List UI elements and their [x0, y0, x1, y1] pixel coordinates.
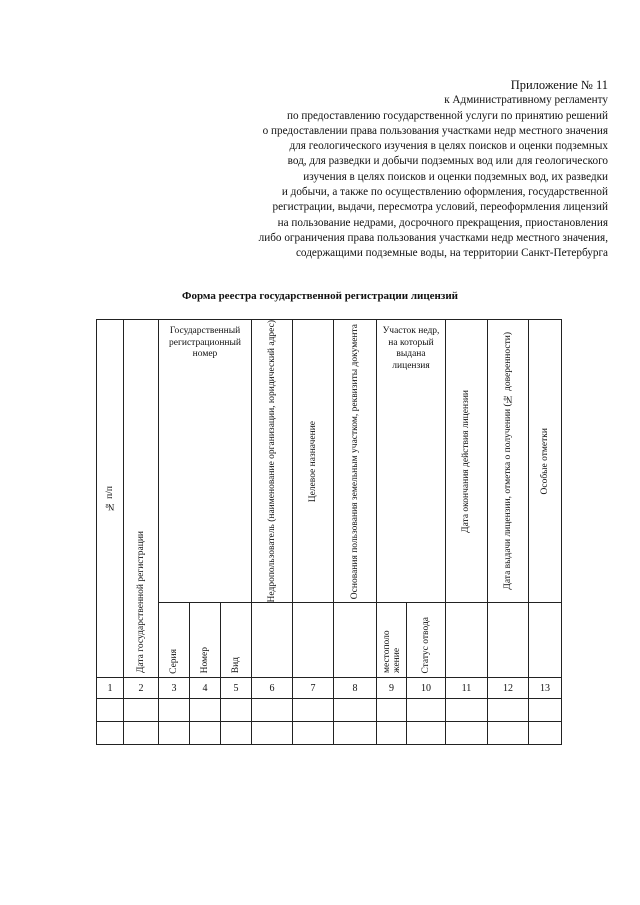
header-issue-label: Дата выдачи лицензии, отметка о получении (№ доверенности) [502, 332, 513, 591]
header-date [124, 320, 159, 678]
empty-cell [252, 699, 293, 722]
header-notes-label: Особые отметки [539, 427, 550, 495]
column-number: 9 [377, 678, 407, 699]
header-expiry [446, 320, 488, 603]
header-expiry-label: Дата окончания действия лицензии [461, 389, 471, 533]
empty-cell [377, 722, 407, 745]
header-type-label: Вид [230, 657, 241, 674]
empty-cell [97, 722, 124, 745]
header-expiry-blank [446, 603, 488, 678]
column-number: 4 [190, 678, 221, 699]
column-number: 5 [221, 678, 252, 699]
header-notes-blank [529, 603, 562, 678]
header-notes [529, 320, 562, 603]
header-date-label: Дата государственной регистрации [135, 531, 146, 674]
header-no-label: № п/п [104, 486, 115, 512]
empty-cell [334, 722, 377, 745]
appendix-line: к Административному регламенту [444, 94, 608, 107]
header-purpose [293, 320, 334, 603]
header-series [159, 603, 190, 678]
empty-cell [252, 722, 293, 745]
header-issue-blank [488, 603, 529, 678]
empty-cell [377, 699, 407, 722]
header-land [334, 320, 377, 603]
empty-cell [407, 699, 446, 722]
column-number: 1 [97, 678, 124, 699]
header-no [97, 320, 124, 678]
column-number: 2 [124, 678, 159, 699]
appendix-line: по предоставлению государственной услуги по принятию решений [287, 109, 608, 122]
column-number: 7 [293, 678, 334, 699]
column-number: 12 [488, 678, 529, 699]
empty-cell [488, 722, 529, 745]
appendix-line: вод, для разведки и добычи подземных вод или для геологического [287, 155, 608, 168]
empty-cell [529, 699, 562, 722]
header-status [407, 603, 446, 678]
header-reg-number: Государственный регистрационный номер [159, 320, 252, 603]
header-status-label: Статус отвода [421, 616, 431, 674]
registry-table [96, 319, 562, 745]
empty-cell [407, 722, 446, 745]
header-user [252, 320, 293, 603]
empty-cell [293, 699, 334, 722]
column-number: 3 [159, 678, 190, 699]
header-purpose-blank [293, 603, 334, 678]
empty-cell [293, 722, 334, 745]
appendix-line: содержащими подземные воды, на территории Санкт-Петербурга [295, 247, 608, 260]
header-user-label: Недропользователь (наименование организации, юридический адрес) [266, 320, 277, 603]
header-site: Участок недр, на который выдана лицензия [377, 320, 446, 603]
header-number-label: Номер [199, 647, 210, 674]
appendix-line: регистрации, выдачи, пересмотра условий, переоформления лицензий [272, 201, 608, 214]
appendix-line: и добычи, а также по осуществлению оформления, государственной [281, 186, 608, 199]
appendix-line: либо ограничения права пользования участками недр местного значения, [258, 231, 608, 244]
appendix-line: изучения в целях поисков и оценки подземных вод, их разведки [303, 170, 608, 183]
appendix-title: Приложение № 11 [510, 78, 608, 92]
column-number: 11 [446, 678, 488, 699]
empty-cell [190, 699, 221, 722]
empty-cell [159, 722, 190, 745]
header-user-blank [252, 603, 293, 678]
header-purpose-label: Целевое назначение [307, 420, 318, 502]
empty-cell [529, 722, 562, 745]
empty-cell [446, 722, 488, 745]
appendix-line: для геологического изучения в целях поисков и оценки подземных [289, 140, 608, 153]
column-number: 13 [529, 678, 562, 699]
header-issue [488, 320, 529, 603]
table-row [97, 722, 562, 745]
header-series-label: Серия [168, 648, 179, 674]
empty-cell [124, 699, 159, 722]
empty-cell [124, 722, 159, 745]
empty-cell [488, 699, 529, 722]
empty-cell [334, 699, 377, 722]
empty-cell [221, 722, 252, 745]
header-location-label: местополо жение [381, 630, 402, 674]
empty-cell [159, 699, 190, 722]
column-number: 10 [407, 678, 446, 699]
appendix-header [168, 78, 608, 262]
column-number: 6 [252, 678, 293, 699]
form-title: Форма реестра государственной регистрации лицензий [182, 290, 458, 302]
appendix-line: о предоставлении права пользования участками недр местного значения [262, 124, 608, 137]
empty-cell [446, 699, 488, 722]
empty-cell [221, 699, 252, 722]
header-land-blank [334, 603, 377, 678]
header-land-label: Основания пользования земельным участком, реквизиты документа [349, 323, 360, 599]
table-row [97, 699, 562, 722]
header-number [190, 603, 221, 678]
header-location [377, 603, 407, 678]
empty-cell [97, 699, 124, 722]
column-number: 8 [334, 678, 377, 699]
header-type [221, 603, 252, 678]
empty-cell [190, 722, 221, 745]
appendix-line: на пользование недрами, досрочного прекращения, приостановления [277, 216, 608, 229]
